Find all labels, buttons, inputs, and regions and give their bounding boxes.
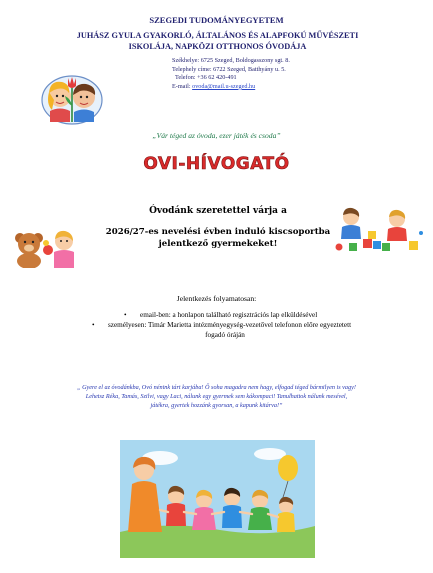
list-item [92, 320, 402, 340]
invite-line3: jelentkező gyermekeket! [158, 239, 278, 249]
address-site: Telephely címe: 6722 Szeged, Batthyány u. 5. [172, 65, 286, 73]
list-item [92, 310, 402, 320]
address-phone: Telefon: +36 62 420-491 [175, 74, 237, 82]
invite-line1: Óvodánk szeretettel várja a [149, 206, 287, 216]
address-email-row [172, 83, 372, 92]
registration-list [92, 310, 402, 340]
page-title: OVI-HÍVOGATÓ [143, 154, 290, 174]
invite-line2: 2026/27-es nevelési évben induló kiscsoportba [105, 227, 331, 237]
address-seat: Székhelye: 6725 Szeged, Boldogasszony sgt. 8. [172, 57, 290, 64]
bullet-icon: • [92, 321, 95, 329]
children-walking-picture [120, 440, 315, 558]
email-link[interactable]: ovoda@mail.u-szeged.hu [192, 82, 256, 90]
registration-title: Jelentkezés folyamatosan: [176, 294, 257, 303]
bullet-icon: • [124, 311, 127, 319]
university-name: SZEGEDI TUDOMÁNYEGYETEM [149, 15, 284, 25]
school-name-line1: JUHÁSZ GYULA GYAKORLÓ, ÁLTALÁNOS ÉS ALAPFOKÚ MŰVÉSZETI [76, 31, 359, 40]
school-name [20, 31, 415, 52]
email-label: E-mail: [172, 82, 191, 90]
poem-quote [35, 383, 398, 411]
motto: „Vár téged az óvoda, ezer játék és csoda” [152, 131, 281, 140]
quote-line3: játékra, gyertek hozzánk gyorsan, a kapunk kitárva!” [150, 402, 283, 410]
quote-line1: „ Gyere el az óvodánkba, Ovó nénink tárt karjába! Ő soha magadra nem hagy, elfogad téged bármilyen is vagy! [77, 384, 356, 391]
quote-line2: Lehetsz Réka, Tamás, Szilvi, vagy Laci, nálunk egy gyermek sem kákompaci! Tanulhattok nálunk mesével, [85, 393, 348, 401]
registration-personal-cont: fogadó óráján [205, 331, 245, 339]
address-block [172, 57, 372, 91]
registration-email: email-ben: a honlapon található regisztrációs lap elküldésével [140, 311, 318, 319]
school-name-line2: ISKOLÁJA, NAPKÖZI OTTHONOS ÓVODÁJA [128, 41, 307, 51]
children-logo-icon [40, 66, 104, 126]
invite-body [60, 226, 376, 250]
registration-personal: személyesen: Timár Marietta intézményegység-vezetővel telefonon előre egyeztetett [108, 321, 352, 329]
